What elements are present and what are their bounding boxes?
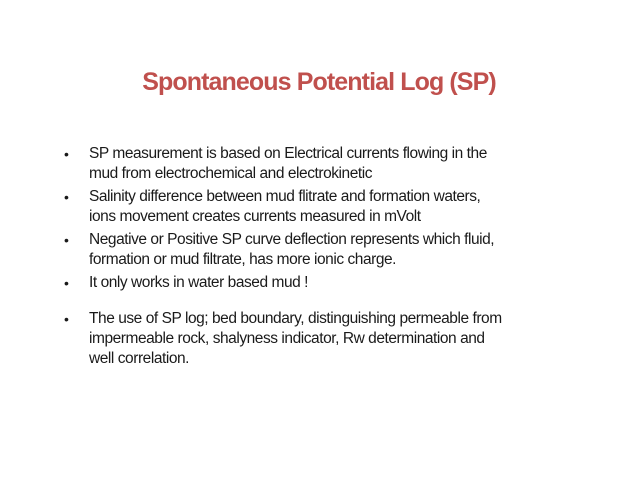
bullet-text-line: Negative or Positive SP curve deflection represents which fluid, bbox=[89, 231, 495, 248]
bullet-text-line: Salinity difference between mud flitrate and formation waters, bbox=[89, 188, 481, 205]
slide-title: Spontaneous Potential Log (SP) bbox=[142, 68, 496, 96]
bullet-dot-icon: • bbox=[64, 232, 69, 248]
bullet-item bbox=[62, 309, 582, 369]
bullet-text-line: formation or mud filtrate, has more ionic charge. bbox=[89, 251, 397, 268]
bullet-dot-icon: • bbox=[64, 275, 69, 291]
bullet-list bbox=[62, 144, 582, 372]
bullet-dot-icon: • bbox=[64, 146, 69, 162]
bullet-text-line: ions movement creates currents measured in mVolt bbox=[89, 208, 421, 225]
bullet-item bbox=[62, 144, 582, 184]
bullet-text-line: mud from electrochemical and electrokinetic bbox=[89, 165, 373, 182]
bullet-text-line: It only works in water based mud ! bbox=[89, 274, 309, 291]
bullet-text-line: well correlation. bbox=[89, 350, 190, 367]
bullet-text-line: The use of SP log; bed boundary, distinguishing permeable from bbox=[89, 310, 502, 327]
bullet-item bbox=[62, 273, 582, 293]
bullet-item bbox=[62, 230, 582, 270]
bullet-item bbox=[62, 187, 582, 227]
bullet-dot-icon: • bbox=[64, 189, 69, 205]
bullet-dot-icon: • bbox=[64, 311, 69, 327]
bullet-text-line: SP measurement is based on Electrical currents flowing in the bbox=[89, 145, 487, 162]
bullet-text-line: impermeable rock, shalyness indicator, Rw determination and bbox=[89, 330, 485, 347]
